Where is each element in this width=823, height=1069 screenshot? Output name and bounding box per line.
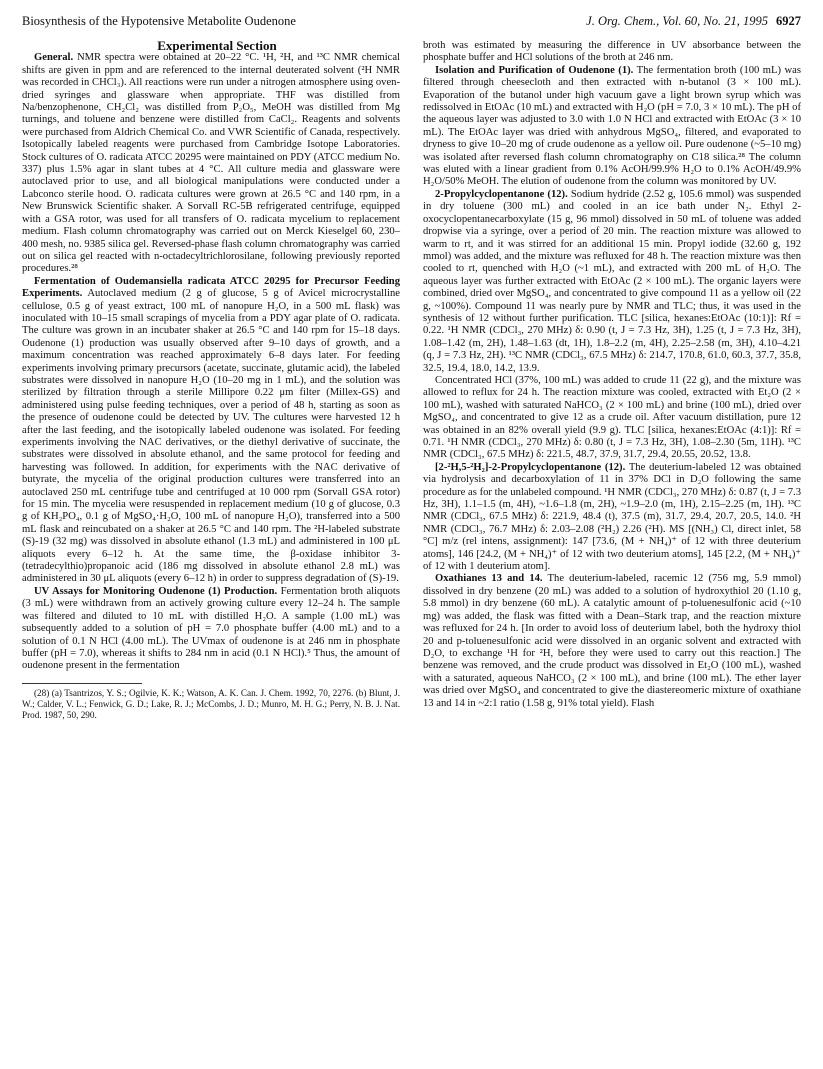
running-title: Biosynthesis of the Hypotensive Metabolite Oudenone (22, 14, 296, 28)
footnote-rule (22, 683, 142, 684)
left-column (22, 40, 400, 721)
page-number: 6927 (776, 14, 801, 28)
isolation-paragraph: Isolation and Purification of Oudenone (1). The fermentation broth (100 mL) was filtered through cheesecloth and then extracted with n-butanol (3 × 100 mL). Evaporation of the butanol under high vacuum gave a light brown syrup which was redissolved in EtOAc (10 mL) and extracted with H₂O (pH = 7.0, 3 × 10 mL). The pH of the aqueous layer was adjusted to 3.0 with 1.0 N HCl and extracted with EtOAc (3 × 10 mL). The EtOAc layer was dried with anhydrous MgSO₄, filtered, and evaporated to dryness to give 10–20 mg of crude oudenone as a yellow oil. Pure oudenone (~5–10 mg) was isolated after reversed flash column chromatography on C18 silica.²⁸ The column was eluted with a linear gradient from 0.1% AcOH/99.9% H₂O to 0.1% AcOH/49.9% H₂O/50% MeOH. The elution of oudenone from the column was monitored by UV. (423, 64, 801, 188)
section-title: Experimental Section (157, 38, 277, 53)
general-heading: General. (34, 52, 74, 64)
fermentation-paragraph: Fermentation of Oudemansiella radicata ATCC 20295 for Precursor Feeding Experiments. Autoclaved medium (2 g of glucose, 5 g of Avicel microcrystalline cellulose, 0.5 g of yeast extract, 100 mL of nanopure H₂O, in a 500 mL flask) was inoculated with 10–15 small scrapings of mycelia from a PDY agar plate of O. radicata. The culture was grown in an incubater shaker at 26.5 °C and 140 rpm for 15–18 days. Oudenone (1) production was usually observed after 9–10 days of growth, and a maximum concentration was reached approximately 6–8 days later. For feeding experiments involving primary precursors (acetate, succinate, glutamic acid), the labeled substrates were dissolved in nanopure H₂O (10–20 mg in 1 mL), and the solution was sterilized by filtration through a sterile Millipore 0.22 μm filter (Millex-GS) and administered using pulse feeding techniques, over a period of 48 h, starting as soon as the presence of oudenone could be detected by UV. The cultures were harvested 12 h after the last feeding, and the isotopically labeled oudenone was isolated. For feeding experiments involving the NAC derivatives, or the diethyl derivative of succinate, the substrates were dissolved in absolute ethanol, and the same protocol for feeding and harvesting was followed. In addition, for experiments with the NAC derivative of butyrate, the mycelia of the original production cultures were transferred into an autoclaved 250 mL centrifuge tube and centrifuged at 10 000 rpm (Sorvall GSA rotor) for 15 min. The mycelia were resuspended in replacement medium (10 g of glucose, 0.3 g of KH₂PO₄, 0.1 g of MgSO₄·H₂O, 100 mL of nanopure H₂O), transferred into a 500 mL flask and reincubated on a shaker at 26.5 °C and 140 rpm. The ²H-labeled substrate (S)-19 (32 mg) was dissolved in absolute ethanol (1.3 mL) and administered in 100 μL aliquots every 6–12 h. At the same time, the β-oxidase inhibitor 3-(tetradecylthio)propanoic acid (186 mg dissolved in absolute ethanol 2.8 mL) was administered in 30 μL aliquots (every 6–12 h) in order to suppress degradation of (S)-19. (22, 275, 400, 585)
oxathianes-paragraph: Oxathianes 13 and 14. The deuterium-labeled, racemic 12 (756 mg, 5.9 mmol) dissolved in dry benzene (20 mL) was added to a solution of hydroxythiol 20 (1.10 g, 5.8 mmol) in dry benzene (60 mL). A catalytic amount of p-toluenesulfonic acid (~10 mg) was added, the flask was fitted with a Dean–Stark trap, and the reaction mixture was refluxed for 24 h. [In order to avoid loss of deuterium label, both the hydroxy thiol 20 and p-toluenesulfonic acid were dissolved in an organic solvent and extracted with D₂O, to exchange ¹H for ²H, before they were used to carry out this reaction.] The benzene was removed, and the crude product was dissolved in Et₂O (100 mL), washed with a saturated, aqueous NaHCO₃ (2 × 100 mL), and brine (100 mL). The ether layer was dried over MgSO₄ and concentrated to give the diastereomeric mixture of oxathiane 13 and 14 in ~2:1 ratio (1.58 g, 91% total yield). Flash (423, 573, 801, 709)
general-paragraph: General. NMR spectra were obtained at 20–22 °C. ¹H, ²H, and ¹³C NMR chemical shifts are given in ppm and are referenced to the internal deuterated solvent (²H NMR was recorded in CHCl₃). All reactions were run under a nitrogen atmosphere using oven-dried syringes and glassware when appropriate. THF was distilled from Na/benzophenone, CH₂Cl₂ was distilled from P₂O₅, MeOH was distilled from Mg turnings, and toluene and benzene were distilled from CaCl₂. Reagents and solvents were purchased from Aldrich Chemical Co. and VWR Scientific of Canada, respectively. Isotopically labeled reagents were purchased from Cambridge Isotope Laboratories. Stock cultures of O. radicata ATCC 20295 were maintained on PDY (ATCC medium No. 337) plus 1.5% agar in slant tubes at 4 °C. All culture media and glassware were autoclaved prior to use, and all biological manipulations were conducted under a Labconco sterile hood. O. radicata cultures were grown at 26.5 °C and 140 rpm, in a New Brunswick Scientific shaker. A Sorvall RC-5B refrigerated centrifuge, equipped with a GSA rotor, was used for all transfers of O. radicata mycelium to replacement medium. Flash column chromatography was carried out on Merck Kieselgel 60, 230–400 mesh, no. 9385 silica gel. Reversed-phase flash column chromatography was carried out on silica gel reacted with n-octadecyltrichlorosilane, following previously reported procedures.²⁸ (22, 52, 400, 275)
fermentation-heading: Fermentation of Oudemansiella radicata ATCC 20295 for Precursor Feeding Experiments. (22, 275, 400, 300)
propylcyclopentanone-heading: 2-Propylcyclopentanone (12). (435, 188, 568, 200)
right-column (423, 40, 801, 710)
uv-assay-heading: UV Assays for Monitoring Oudenone (1) Production. (34, 585, 278, 597)
journal-citation: J. Org. Chem., Vol. 60, No. 21, 1995 6927 (586, 14, 801, 28)
isolation-heading: Isolation and Purification of Oudenone (1). (435, 64, 634, 76)
footnote: (28) (a) Tsantrizos, Y. S.; Ogilvie, K. K.; Watson, A. K. Can. J. Chem. 1992, 70, 2276. (b) Blunt, J. W.; Calder, V. L.; Fenwick, G. D.; Lake, R. J.; McCombs, J. D.; Munro, M. H. G.; Perry, N. B. J. Nat. Prod. 1987, 50, 290. (22, 687, 400, 720)
deuterated-paragraph: [2-²H,5-²H₂]-2-Propylcyclopentanone (12). The deuterium-labeled 12 was obtained via hydrolysis and decarboxylation of 11 in 37% DCl in D₂O following the same procedure as for the unlabeled compound. ¹H NMR (CDCl₃, 270 MHz) δ: 0.87 (t, J = 7.3 Hz, 3H), 1.1–1.5 (m, 4H), ~1.6–1.8 (m, 2H), ~1.9–2.0 (m, 1H), 2.15–2.25 (m, 1H). ¹³C NMR (CDCl₃, 67.5 MHz) δ: 221.9, 48.4 (t), 37.5 (m), 31.7, 29.4, 20.7, 20.5, 14.0. ²H NMR (CDCl₃, 76.7 MHz) δ: 2.03–2.08 (²H₂) 2.26 (²H). MS [(NH₃) Cl, direct inlet, 58 °C] m/z (rel intens, assignment): 147 [73.6, (M + NH₄)⁺ of 12 with three deuterium atoms], 146 [24.2, (M + NH₄)⁺ of 12 with two deuterium atoms], 145 [2.2, (M + NH₄)⁺ of 12 with 1 deuterium atom]. (423, 461, 801, 573)
running-header (22, 14, 801, 32)
deuterated-heading: [2-²H,5-²H₂]-2-Propylcyclopentanone (12). (435, 461, 626, 473)
oxathianes-heading: Oxathianes 13 and 14. (435, 573, 543, 585)
hcl-paragraph: Concentrated HCl (37%, 100 mL) was added to crude 11 (22 g), and the mixture was allowed to reflux for 24 h. The reaction mixture was cooled, extracted with Et₂O (2 × 100 mL), washed with saturated NaHCO₃ (2 × 100 mL) and brine (100 mL), dried over MgSO₄, and concentrated to give 12 as a crude oil. After vacuum distillation, pure 12 was obtained in an 82% overall yield (9.9 g). TLC [silica, hexanes:EtOAc (4:1)]: Rf = 0.71. ¹H NMR (CDCl₃, 270 MHz) δ: 0.80 (t, J = 7.3 Hz, 3H), 1.08–2.30 (5m, 11H). ¹³C NMR (CDCl₃, 67.5 MHz) δ: 221.5, 48.7, 37.9, 31.7, 29.4, 20.55, 20.52, 13.8. (423, 374, 801, 461)
uv-assay-paragraph: UV Assays for Monitoring Oudenone (1) Production. Fermentation broth aliquots (3 mL) were withdrawn from an actively growing culture every 12–24 h. The sample was filtered and diluted to 10 mL with distilled H₂O. A sample (1.00 mL) was subsequently added to a solution of pH = 7.0 phosphate buffer (4.00 mL) and to a solution of 0.1 N HCl (4.00 mL). The UVmax of oudenone is at 246 nm in phosphate buffer (pH = 7.0), whereas it shifts to 284 nm in acid (0.1 N HCl).⁵ Thus, the amount of oudenone present in the fermentation (22, 585, 400, 672)
continuation-paragraph: broth was estimated by measuring the difference in UV absorbance between the phosphate buffer and HCl solutions of the broth at 246 nm. (423, 40, 801, 64)
propylcyclopentanone-paragraph: 2-Propylcyclopentanone (12). Sodium hydride (2.52 g, 105.6 mmol) was suspended in dry toluene (300 mL) and cooled in an ice bath under N₂. Ethyl 2-oxocyclopentanecarboxylate (15 g, 96 mmol) dissolved in 50 mL of toluene was added dropwise via a syringe, over a period of 20 min. The reaction mixture was allowed to warm to rt, and it was stirred for an additional 15 min. Propyl iodide (32.60 g, 192 mmol) was added, and the mixture was refluxed for 48 h. The reaction mixture was then cooled to rt, quenched with H₂O (~1 mL), and extracted with 200 mL of H₂O. The aqueous layer was further extracted with EtOAc (2 × 100 mL). The organic layers were combined, dried over MgSO₄, and concentrated to give compound 11 as a yellow oil (22 g, ~100%). Compound 11 was nearly pure by NMR and TLC; thus, it was used in the synthesis of 12 without further purification. TLC [silica, hexanes:EtOAc (10:1)]: Rf = 0.22. ¹H NMR (CDCl₃, 270 MHz) δ: 0.90 (t, J = 7.3 Hz, 3H), 1.25 (t, J = 7.3 Hz, 3H), 1.08–1.42 (m, 2H), 1.48–1.63 (dt, 1H), 1.8–2.2 (m, 4H), 2.25–2.58 (m, 3H), 4.10–4.21 (q, J = 7.3 Hz, 2H). ¹³C NMR (CDCl₃, 67.5 MHz) δ: 214.7, 170.8, 61.0, 60.3, 37.7, 35.8, 32.5, 19.4, 18.0, 14.2, 13.9. (423, 188, 801, 374)
